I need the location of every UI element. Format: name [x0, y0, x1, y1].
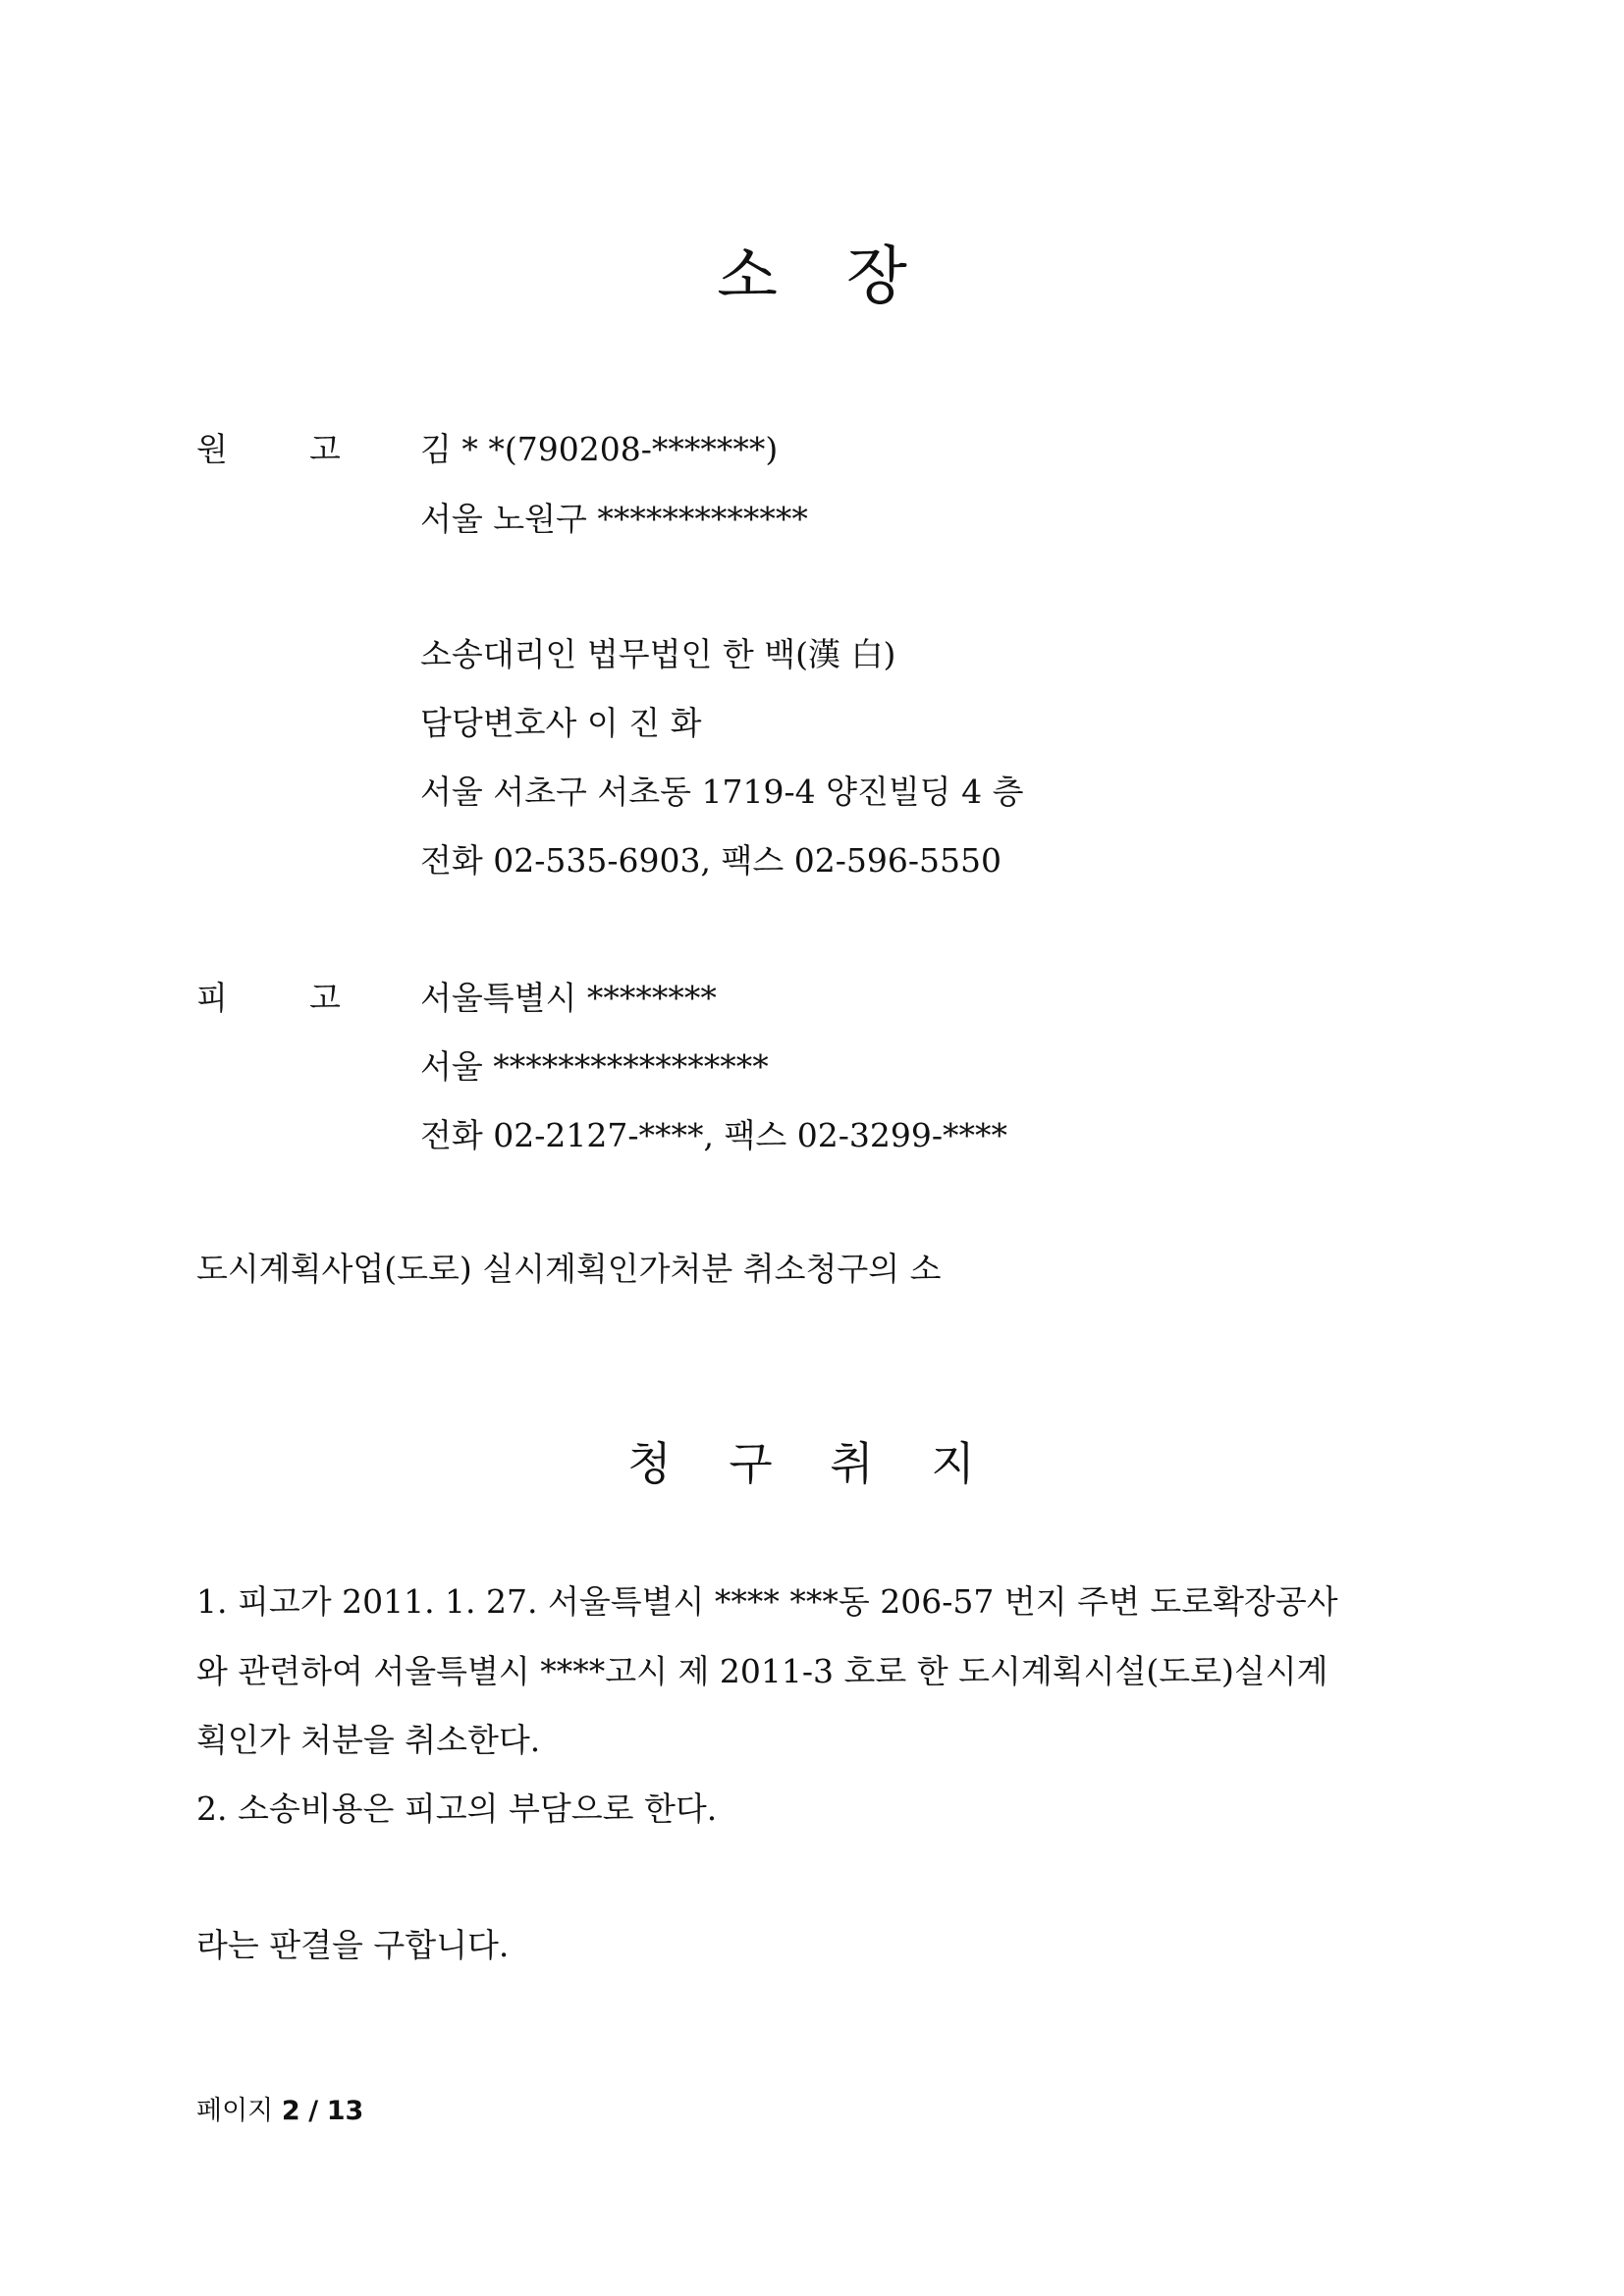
title-char-1: 소 [717, 240, 778, 313]
footer-total-pages: 13 [326, 2096, 364, 2126]
plaintiff-agent-phone: 전화 02-535-6903, 팩스 02-596-5550 [420, 841, 1001, 880]
conclusion: 라는 판결을 구합니다. [196, 1926, 510, 1964]
title-char-2: 장 [846, 240, 907, 313]
defendant-label-2: 고 [309, 979, 341, 1017]
plaintiff-lawyer: 담당변호사 이 진 화 [420, 704, 702, 742]
plaintiff-agent: 소송대리인 법무법인 한 백(漢 白) [420, 635, 896, 673]
plaintiff-agent-address: 서울 서초구 서초동 1719-4 양진빌딩 4 층 [420, 773, 1024, 811]
claim-item-1-line-2: 와 관련하여 서울특별시 ****고시 제 2011-3 호로 한 도시계획시설(도로)실시계 [196, 1652, 1328, 1690]
plaintiff-label-1: 원 [196, 430, 228, 468]
plaintiff-address: 서울 노원구 ************* [420, 500, 808, 538]
footer-separator: / [308, 2096, 319, 2126]
case-title: 도시계획사업(도로) 실시계획인가처분 취소청구의 소 [196, 1250, 942, 1288]
defendant-phone: 전화 02-2127-****, 팩스 02-3299-**** [420, 1116, 1008, 1154]
claim-heading: 청 구 취 지 [627, 1437, 997, 1490]
defendant-address: 서울 ***************** [420, 1047, 769, 1086]
claim-item-2: 2. 소송비용은 피고의 부담으로 한다. [196, 1789, 718, 1828]
claim-item-1-line-3: 획인가 처분을 취소한다. [196, 1721, 541, 1759]
plaintiff-name: 김 * *(790208-*******) [420, 430, 779, 468]
defendant-name: 서울특별시 ******** [420, 979, 717, 1017]
defendant-label-1: 피 [196, 979, 228, 1017]
footer-prefix: 페이지 [196, 2096, 274, 2126]
document-title [0, 226, 1624, 316]
footer-current-page: 2 [281, 2096, 300, 2126]
plaintiff-label-2: 고 [309, 430, 341, 468]
page-footer [196, 2089, 363, 2127]
claim-item-1-line-1: 1. 피고가 2011. 1. 27. 서울특별시 **** ***동 206-57 번지 주변 도로확장공사 [196, 1582, 1338, 1621]
